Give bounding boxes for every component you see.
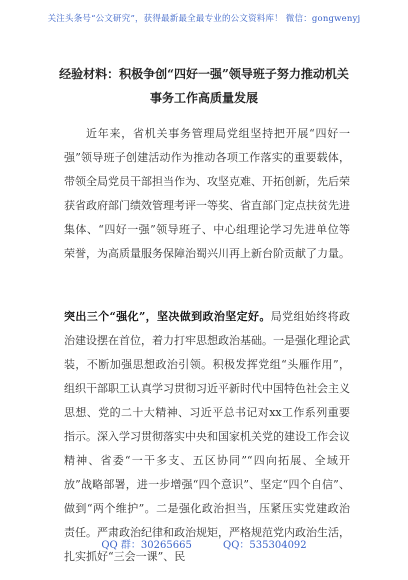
title-line-2: 事务工作高质量发展 [149,91,258,105]
paragraph-intro: 近年来，省机关事务管理局党组坚持把开展“四好一强”领导班子创建活动作为推动各项工作落实的重要载体，带领全局党员干部担当作为、攻坚克难、开拓创新，先后荣获省政府部门绩效管理考评一等奖、省直部门定点扶贫先进集体、“四好一强”领导班子、中心组理论学习先进单位等荣誉，为高质量服务保障治蜀兴川再上新台阶贡献了力量。 [64,127,350,260]
section-heading: 突出三个“强化”，坚决做到政治坚定好。 [64,310,271,323]
footer-contact [0,536,408,551]
document-title [30,62,378,110]
section-body: 局党组始终将政治建设摆在首位，着力打牢思想政治基础。一是强化理论武装，不断加强思想政治引领。积极发挥党组“头雁作用”，组织干部职工认真学习贯彻习近平新时代中国特色社会主义思想、党的二十大精神、习近平总书记对xx工作系列重要指示。深入学习贯彻落实中央和国家机关党的建设工作会议精神、省委“一干多支、五区协同”“四向拓展、全域开放”战略部署，进一步增强“四个意识”、坚定“四个自信”、做到“两个维护”。二是强化政治担当，压紧压实党建政治责任。严肃政治纪律和政治规矩，严格规范党内政治生活，扎实抓好“三会一课”、民 [64,310,351,563]
footer-qq-group: QQ 群：30265665 [101,540,192,551]
title-line-1: 经验材料：积极争创“四好一强”领导班子努力推动机关 [59,67,349,81]
footer-qq: QQ：535304092 [223,540,307,551]
header-banner: 关注头条号“公文研究”，获得最新最全最专业的公文资料库！ 微信：gongwenyj [47,14,361,24]
paragraph-section-1 [64,305,350,569]
